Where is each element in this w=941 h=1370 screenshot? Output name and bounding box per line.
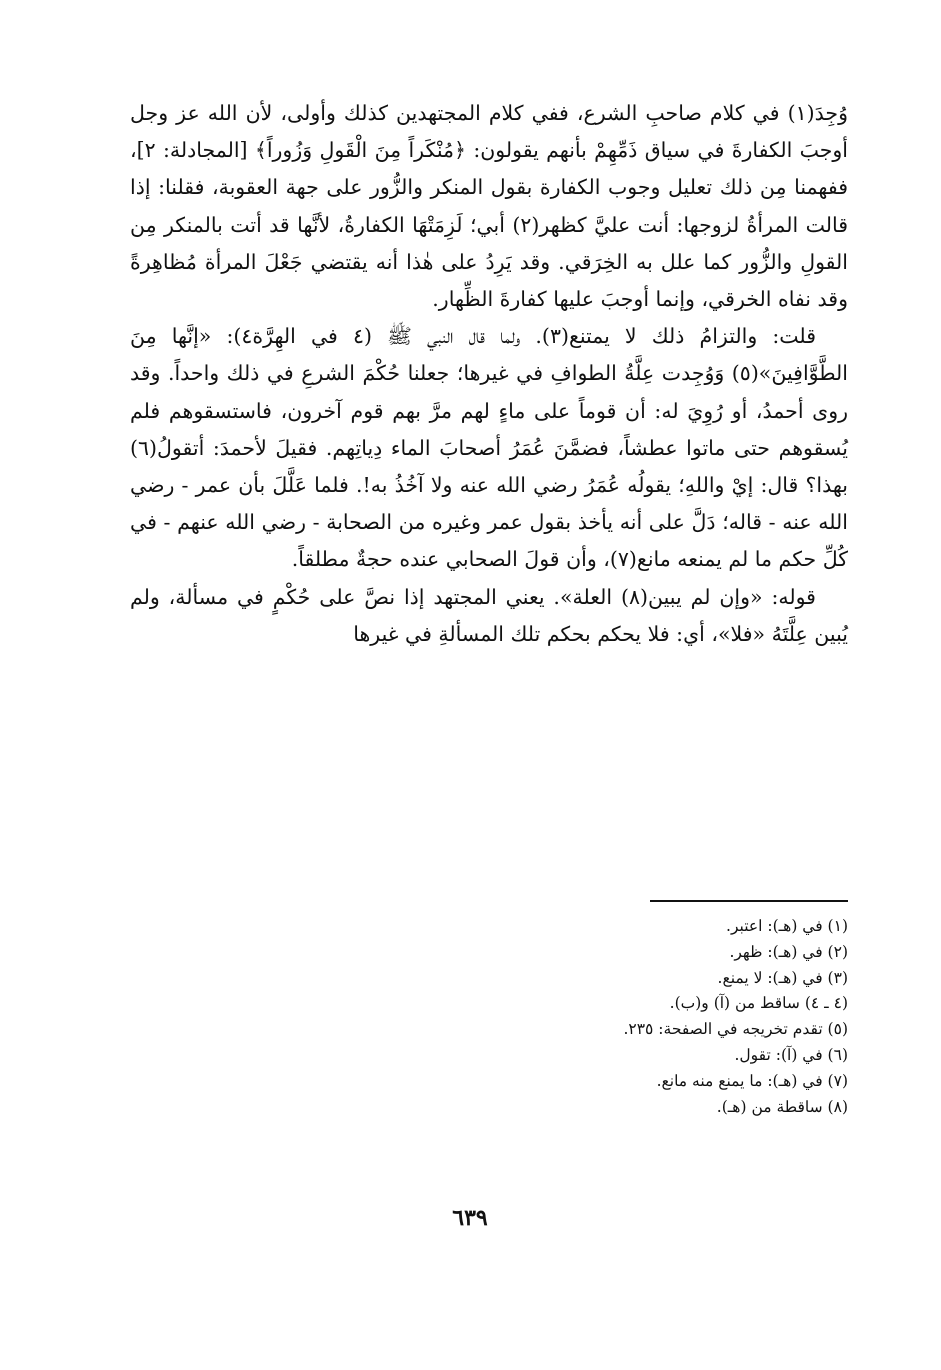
footnotes bbox=[500, 914, 848, 1120]
footnote: (٧) في (هـ): ما يمنع منه مانع. bbox=[656, 1071, 848, 1090]
footnote: (٦) في (آ): تقول. bbox=[734, 1045, 848, 1064]
footnote-separator bbox=[650, 900, 848, 902]
footnote: (٤ ـ ٤) ساقط من (آ) و(ب). bbox=[669, 994, 848, 1013]
footnote: (٣) في (هـ): لا يمنع. bbox=[717, 968, 848, 987]
page-number: ٦٣٩ bbox=[452, 1205, 488, 1231]
paragraph: وُجِدَ(١) في كلام صاحبِ الشرع، ففي كلام المجتهدين كذلك وأولى، لأن الله عز وجل أوجبَ الكفارةَ في سياق ذَمِّهِمْ بأنهم يقولون: ﴿مُنْكَراً مِنَ الْقَولِ وَزُوراً﴾ [المجادلة: ٢]، ففهمنا مِن ذلك تعليل وجوب الكفارة بقول المنكر والزُّور على جهة العقوبة، فقلنا: إذا قالت المرأةُ لزوجها: أنت عليَّ كظهر(٢) أبي؛ لَزِمَتْهَا الكفارةُ، لأنَّها قد أتت بالمنكر مِن القولِ والزُّور كما علل به الخِرَقي. وقد يَرِدُ على هٰذا أنه يقتضي جَعْلَ المرأة مُظاهِرةً وقد نفاه الخرقي، وإنما أوجبَ عليها كفارةَ الظِّهار. bbox=[130, 101, 848, 312]
footnote: (١) في (هـ): اعتبر. bbox=[726, 917, 848, 935]
footnote: (٥) تقدم تخريجه في الصفحة: ٢٣٥. bbox=[623, 1020, 848, 1039]
paragraph: قلت: والتزامُ ذلك لا يمتنع(٣). ولما قال النبي ﷺ (٤ في الهِرَّة٤): «إنَّها مِنَ الطَّوَّافِينَ»(٥) وَوُجِدت عِلَّةُ الطوافِ في غيرها؛ جعلنا حُكْمَ الشرعِ في ذلك واحداً. وقد روى أحمدُ، أو رُوِيَ له: أن قوماً على ماءٍ لهم مرَّ بهم قوم آخرون، فاستسقوهم فلم يُسقوهم حتى ماتوا عطشاً، فضمَّنَ عُمَرُ أصحابَ الماء دِياتِهم. فقيلَ لأحمدَ: أتقولُ(٦) بهذا؟ قال: إيْ واللهِ؛ يقولُه عُمَرُ رضي الله عنه ولا آخُذُ به!. فلما عَلَّلَ بأن عمر - رضي الله عنه - قاله؛ دَلَّ على أنه يأخذ بقول عمر وغيره من الصحابة - رضي الله عنهم - في كُلِّ حكم ما لم يمنعه مانع(٧)، وأن قولَ الصحابي عنده حجةٌ مطلقاً. bbox=[130, 324, 848, 572]
main-text bbox=[130, 95, 848, 653]
footnote: (٨) ساقطة من (هـ). bbox=[716, 1097, 848, 1116]
paragraph: قوله: «وإن لم يبين(٨) العلة». يعني المجتهد إذا نصَّ على حُكْمٍ في مسألة، ولم يُبين عِلَّتَهُ «فلا»، أي: فلا يحكم بحكم تلك المسألةِ في غيرها bbox=[130, 584, 848, 646]
footnote: (٢) في (هـ): ظهر. bbox=[729, 942, 848, 961]
